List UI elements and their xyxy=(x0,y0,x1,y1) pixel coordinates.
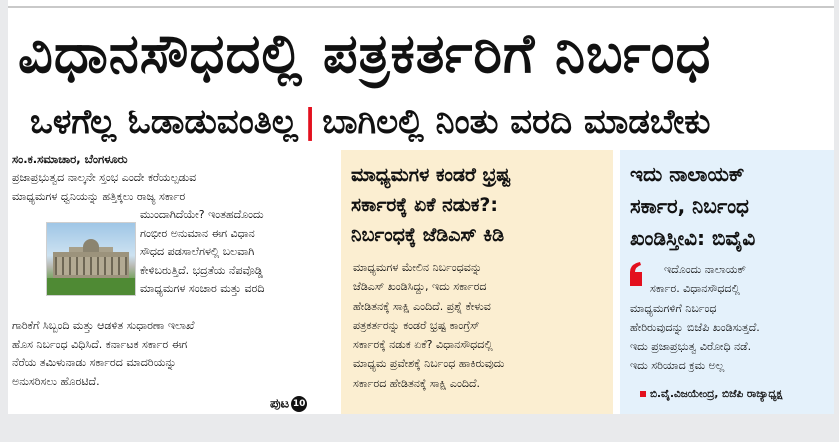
bjp-line: ಇದು ಸರಿಯಾದ ಕ್ರಮ ಅಲ್ಲ xyxy=(630,359,725,373)
subheadline-left: ಒಳಗೆಲ್ಲ ಓಡಾಡುವಂತಿಲ್ಲ xyxy=(30,102,298,142)
subheadline-separator: | xyxy=(303,102,317,142)
bjp-title-line: ಇದು ನಾಲಾಯಕ್ xyxy=(630,162,745,186)
bjp-title-line: ಸರ್ಕಾರ, ನಿರ್ಬಂಧ xyxy=(630,194,749,218)
headline: ವಿಧಾನಸೌಧದಲ್ಲಿ ಪತ್ರಕರ್ತರಿಗೆ ನಿರ್ಬಂಧ xyxy=(18,22,712,85)
jds-box-title xyxy=(351,160,609,250)
subheadline xyxy=(30,100,834,144)
jds-line: ಸರ್ಕಾರಕ್ಕೆ ನಡುಕ ಏಕೆ? ವಿಧಾನಸೌಧದಲ್ಲಿ xyxy=(353,338,493,352)
jds-title-line: ಸರ್ಕಾರಕ್ಕೆ ಏಕೆ ನಡುಕ?: xyxy=(351,194,499,216)
jds-line: ಪತ್ರಕರ್ತರನ್ನು ಕಂಡರೆ ಭ್ರಷ್ಟ ಕಾಂಗ್ರೆಸ್ xyxy=(353,318,480,332)
jds-box-body xyxy=(353,258,504,393)
jds-line: ಮಾಧ್ಯಮಗಳ ಮೇಲಿನ ನಿರ್ಬಂಧವನ್ನು xyxy=(353,261,482,274)
attribution-bullet-icon xyxy=(640,391,646,397)
subheadline-right: ಬಾಗಿಲಲ್ಲಿ ನಿಂತು ವರದಿ ಮಾಡಬೇಕು xyxy=(322,102,711,142)
jds-box xyxy=(341,150,613,414)
jds-line: ಸರ್ಕಾರದ ಹೇಡಿತನಕ್ಕೆ ಸಾಕ್ಷಿ ಎಂದಿದೆ. xyxy=(353,376,480,390)
bjp-box-title xyxy=(630,158,834,254)
page-reference[interactable] xyxy=(270,396,307,412)
bjp-box xyxy=(620,150,834,414)
story-line: ಗಂಭೀರ ಅನುಮಾನ ಈಗ ವಿಧಾನ xyxy=(140,226,255,240)
bjp-line: ಇದೊಂದು ನಾಲಾಯಕ್ xyxy=(664,263,746,276)
bjp-line: ಮಾಧ್ಯಮಗಳಿಗೆ ನಿರ್ಬಂಧ xyxy=(630,301,717,315)
story-line: ಸೌಧದ ಪಡಸಾಲೆಗಳಲ್ಲಿ ಬಲವಾಗಿ xyxy=(140,245,255,258)
bjp-line: ಸರ್ಕಾರ. ವಿಧಾನಸೌಧದಲ್ಲಿ xyxy=(650,282,740,296)
page-number-badge: 10 xyxy=(291,396,307,412)
story-line: ಗಾರಿಕೆಗೆ ಸಿಬ್ಬಂದಿ ಮತ್ತು ಆಡಳಿತ ಸುಧಾರಣಾ ಇಲಾಖೆ xyxy=(12,319,195,332)
bjp-attribution xyxy=(640,388,782,401)
story-line: ಮಾಧ್ಯಮಗಳ ಸಂಚಾರ ಮತ್ತು ವರದಿ xyxy=(140,282,265,295)
newspaper-clipping xyxy=(8,0,834,414)
jds-title-line: ಮಾಧ್ಯಮಗಳ ಕಂಡರೆ ಭ್ರಷ್ಟ xyxy=(351,164,511,186)
story-line: ಪ್ರಜಾಪ್ರಭುತ್ವದ ನಾಲ್ಕನೇ ಸ್ತಂಭ ಎಂದೇ ಕರೆಯಲ್ಪಡುವ xyxy=(12,171,197,184)
jds-line: ಮಾಧ್ಯಮ ಪ್ರವೇಶಕ್ಕೆ ನಿರ್ಬಂಧ ಹಾಕಿರುವುದು xyxy=(353,357,505,371)
jds-title-line: ನಿರ್ಬಂಧಕ್ಕೆ ಜೆಡಿಎಸ್ ಕಿಡಿ xyxy=(351,224,505,246)
bjp-line: ಇದು ಪ್ರಜಾಪ್ರಭುತ್ವ ವಿರೋಧಿ ನಡೆ. xyxy=(630,340,752,354)
vidhana-soudha-photo xyxy=(46,222,136,296)
top-rule xyxy=(8,6,834,8)
story-line: ನೆರೆಯ ತಮಿಳುನಾಡು ಸರ್ಕಾರದ ಮಾದರಿಯನ್ನು xyxy=(12,356,177,369)
bjp-title-line: ಖಂಡಿಸ್ತೀವಿ: ಬಿವೈವಿ xyxy=(630,226,756,250)
story-line: ಮಾಧ್ಯಮಗಳ ಧ್ವನಿಯನ್ನು ಹತ್ತಿಕ್ಕಲು ರಾಜ್ಯ ಸರ್ಕಾರ xyxy=(12,189,186,203)
jds-line: ಹೇಡಿತನಕ್ಕೆ ಸಾಕ್ಷಿ ಎಂದಿದೆ. ಪ್ರಶ್ನೆ ಕೇಳುವ xyxy=(353,299,491,313)
page-reference-label: ಪುಟ xyxy=(270,396,290,412)
bjp-line: ಹೇರಿರುವುದನ್ನು ಬಿಜೆಪಿ ಖಂಡಿಸುತ್ತದೆ. xyxy=(630,320,760,334)
main-story xyxy=(8,150,334,414)
attribution-text: ಬಿ.ವೈ.ವಿಜಯೇಂದ್ರ, ಬಿಜೆಪಿ ರಾಜ್ಯಾಧ್ಯಕ್ಷ xyxy=(650,388,783,400)
story-line: ಹೊಸ ನಿರ್ಬಂಧ ವಿಧಿಸಿದೆ. ಕರ್ನಾಟಕ ಸರ್ಕಾರ ಈಗ xyxy=(12,337,188,351)
jds-line: ಜೆಡಿಎಸ್ ಖಂಡಿಸಿದ್ದು, ಇದು ಸರ್ಕಾರದ xyxy=(353,280,487,294)
story-line: ಕೇಳಿಬರುತ್ತಿದೆ. ಭದ್ರತೆಯ ನೆಪವೊಡ್ಡಿ xyxy=(140,263,263,277)
story-line: ಅನುಸರಿಸಲು ಹೊರಟಿದೆ. xyxy=(12,374,100,388)
bjp-box-body xyxy=(630,260,760,376)
story-line: ಮುಂದಾಗಿದೆಯೇ? ಇಂತಹದೊಂದು xyxy=(140,208,264,221)
byline: ಸಂ.ಕ.ಸಮಾಚಾರ, ಬೆಂಗಳೂರು xyxy=(12,152,128,166)
